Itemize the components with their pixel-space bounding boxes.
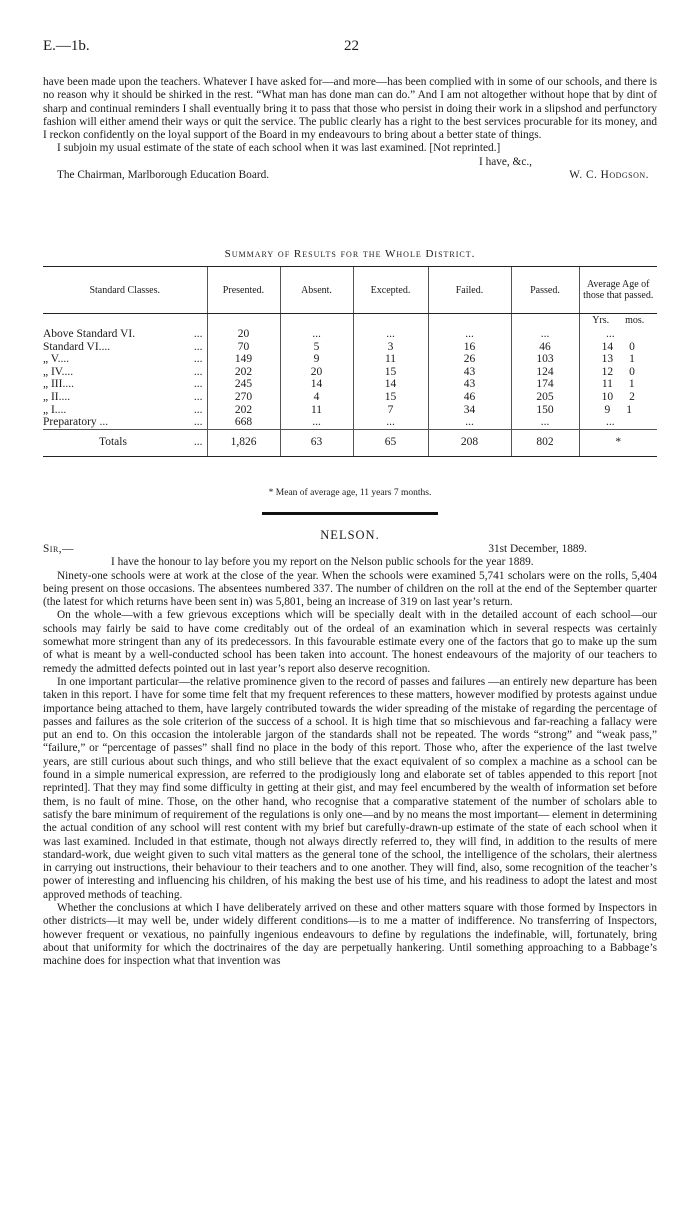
column-header-average-age: Average Age of those that passed. — [579, 267, 657, 314]
report-paragraph: On the whole—with a few grievous exceptions which will be specially dealt with in the detailed account of each school—our schools may fairly be said to have come creditably out of the ordeal of an examination which in several respects was certainly somewhat more stringent than any of its predecessors. In this favourable estimate every one of the factors that go to make up the sum of what is meant by a well-conducted school has been taken into account. The honest endeavours of the majority of our teachers to remedy the admitted defects pointed out in last year’s report also deserve recognition. — [43, 609, 657, 675]
column-header-excepted: Excepted. — [353, 267, 428, 314]
total-failed: 208 — [428, 429, 511, 456]
section-heading: NELSON. — [320, 528, 380, 542]
table-row — [43, 416, 657, 429]
cell-passed: 46 — [511, 341, 579, 354]
row-leader: ... — [193, 390, 203, 403]
salutation: Sir,— — [43, 543, 74, 555]
totals-row — [43, 429, 657, 456]
cell-failed: 43 — [428, 378, 511, 391]
intro-paragraph-1: have been made upon the teachers. Whatever I have asked for—and more—has been complied with in some of our schools, and there is no reason why it should be shirked in the rest. “What man has done man can do.” And I am not altogether without hope that by dint of sharp and continual reminders I shall eventually bring it to pass that those who persist in doing their work in a slipshod and perfunctory fashion will either amend their ways or quit the service. The public clearly has a right to the best services procurable for its money, and I reckon confidently on the loyal support of the Board in my endeavours to bring about a better state of things. — [43, 76, 658, 142]
cell-absent: 9 — [280, 353, 353, 366]
document-reference: E.—1b. — [43, 38, 90, 54]
cell-failed: 46 — [428, 391, 511, 404]
intro-section — [43, 76, 657, 182]
cell-years: 9 — [604, 403, 611, 416]
cell-excepted: 14 — [353, 378, 428, 391]
row-label: Standard VI.... — [43, 340, 111, 353]
cell-years: 11 — [601, 378, 613, 391]
row-label: „ III.... — [43, 378, 74, 391]
years-unit: Yrs. — [592, 314, 610, 326]
cell-failed: 43 — [428, 366, 511, 379]
row-leader: ... — [193, 340, 203, 353]
cell-presented: 20 — [207, 328, 280, 341]
table-row — [43, 378, 657, 391]
cell-excepted: ... — [353, 328, 428, 341]
cell-absent: 14 — [280, 378, 353, 391]
row-leader: ... — [193, 328, 203, 340]
signature-line — [43, 169, 657, 182]
row-label: „ V.... — [43, 353, 70, 366]
closing-line — [43, 156, 657, 169]
page-header — [43, 38, 660, 58]
row-leader: ... — [193, 403, 203, 416]
age-units-row — [43, 314, 657, 329]
report-paragraph: I have the honour to lay before you my report on the Nelson public schools for the year 1889. — [111, 556, 534, 569]
cell-months: 1 — [626, 403, 632, 416]
cell-failed: 26 — [428, 353, 511, 366]
column-header-presented: Presented. — [207, 267, 280, 314]
cell-presented: 245 — [207, 378, 280, 391]
cell-failed: 16 — [428, 341, 511, 354]
total-presented: 1,826 — [207, 429, 280, 456]
cell-presented: 202 — [207, 366, 280, 379]
cell-years: 10 — [601, 390, 614, 403]
cell-passed: 205 — [511, 391, 579, 404]
cell-presented: 70 — [207, 341, 280, 354]
intro-paragraph-2: I subjoin my usual estimate of the state of each school when it was last examined. [Not reprinted.] — [57, 142, 501, 155]
row-leader: ... — [193, 378, 203, 391]
cell-failed: ... — [428, 416, 511, 429]
table-row — [43, 366, 657, 379]
cell-absent: 11 — [280, 404, 353, 417]
cell-excepted: 11 — [353, 353, 428, 366]
cell-absent: ... — [280, 328, 353, 341]
cell-months: 0 — [629, 365, 635, 378]
column-header-failed: Failed. — [428, 267, 511, 314]
cell-presented: 149 — [207, 353, 280, 366]
summary-title: Summary of Results for the Whole District. — [224, 248, 476, 260]
cell-months: 0 — [629, 340, 635, 353]
cell-excepted: 3 — [353, 341, 428, 354]
addressee: The Chairman, Marlborough Education Board. — [57, 169, 270, 182]
cell-passed: ... — [511, 328, 579, 341]
cell-months: 2 — [629, 390, 635, 403]
cell-years: ... — [605, 328, 615, 340]
column-header-passed: Passed. — [511, 267, 579, 314]
cell-excepted: ... — [353, 416, 428, 429]
cell-excepted: 15 — [353, 391, 428, 404]
column-header-absent: Absent. — [280, 267, 353, 314]
cell-presented: 202 — [207, 404, 280, 417]
cell-absent: 4 — [280, 391, 353, 404]
nelson-report — [43, 543, 657, 969]
total-absent: 63 — [280, 429, 353, 456]
total-passed: 802 — [511, 429, 579, 456]
row-label: „ IV.... — [43, 365, 74, 378]
cell-passed: ... — [511, 416, 579, 429]
summary-table — [43, 266, 657, 457]
table-row — [43, 341, 657, 354]
row-leader: ... — [193, 416, 203, 429]
table-row — [43, 391, 657, 404]
cell-failed: 34 — [428, 404, 511, 417]
report-paragraph: Ninety-one schools were at work at the close of the year. When the schools were examined 5,741 scholars were on the rolls, 5,404 being present on those occasions. The absentees numbered 337. The number of children on the roll at the end of the September quarter (the latest for which returns have been sent in) was 5,801, being an increase of 319 on last year’s return. — [43, 569, 657, 609]
table-footnote: * Mean of average age, 11 years 7 months. — [268, 488, 432, 498]
salutation-line — [43, 543, 657, 556]
totals-label: Totals — [99, 436, 127, 449]
cell-excepted: 7 — [353, 404, 428, 417]
cell-passed: 103 — [511, 353, 579, 366]
table-row — [43, 328, 657, 341]
report-paragraph: Whether the conclusions at which I have deliberately arrived on these and other matters square with those formed by Inspectors in other districts—it may well be, under widely different conditions—is to me a matter of indifference. No transferring of Inspectors, however frequent or vexatious, no painfully ingenious endeavours to define by regulations the indefinable, will, fortunately, bring about that uniformity for which the doctrinaires of the day are perpetually hankering. Until something approaching to a Babbage’s machine does for inspection what that invention was — [43, 902, 657, 968]
cell-presented: 270 — [207, 391, 280, 404]
page-number: 22 — [344, 38, 359, 54]
row-label: „ I.... — [43, 403, 67, 416]
signature: W. C. Hodgson. — [569, 169, 649, 182]
row-label: Above Standard VI. — [43, 328, 136, 340]
cell-years: 14 — [601, 340, 614, 353]
row-label: „ II.... — [43, 390, 71, 403]
cell-absent: 20 — [280, 366, 353, 379]
row-label: Preparatory ... — [43, 416, 109, 429]
cell-absent: 5 — [280, 341, 353, 354]
report-date: 31st December, 1889. — [488, 543, 587, 555]
cell-failed: ... — [428, 328, 511, 341]
report-paragraph: In one important particular—the relative prominence given to the record of passes and failures —an entirely new departure has been taken in this report. I have for some time felt that my frequent references to these matters, however modified by protests against undue importance being attached to them, have largely contributed towards the wider spreading of the mistake of regarding the percentage of passes and failures as the sole criterion of the success of a school. It is high time that so mischievous and far-reaching a fallacy were put an end to. On this occasion the intolerable jargon of the standards shall not be repeated. The words “strong” and “weak pass,” “failure,” or “percentage of passes” shall find no place in the body of this report. Those who, after the experience of the last twelve years, are still curious about such things, and who still believe that the exact equivalent of so complex a machine as a school can be found in a simple numerical expression, are referred to the prodigiously long and elaborate set of tables appended to this report [not reprinted]. That they may find some difficulty in getting at their gist, and may feel encumbered by the wealth of information set before them, is no fault of mine. Those, on the other hand, who recognise that a comparative statement of the number of scholars able to satisfy the bare minimum of requirement of the regulations is only one—and by no means the most important— element in determining the actual condition of any school will rest content with my brief but carefully-drawn-up estimate of the state of each school when it was last examined. Included in that estimate, though not always directly referred to, they will find, in addition to the results of mere standard-work, due weight given to such vital matters as the general tone of the school, the intelligence of the scholars, their alertness in carrying out instructions, their behaviour to their teachers and to one another. They will find, also, some recognition of the teacher’s power of interesting and influencing his children, of his making the best use of his time, and his readiness to adopt the latest and most approved methods of teaching. — [43, 675, 657, 901]
table-row — [43, 404, 657, 417]
column-header-standard: Standard Classes. — [43, 267, 207, 314]
cell-presented: 668 — [207, 416, 280, 429]
table-row — [43, 353, 657, 366]
section-divider — [262, 512, 438, 515]
total-age: * — [579, 429, 657, 456]
total-excepted: 65 — [353, 429, 428, 456]
cell-excepted: 15 — [353, 366, 428, 379]
row-leader: ... — [193, 353, 203, 366]
cell-years: 12 — [601, 365, 614, 378]
cell-years: ... — [605, 416, 615, 429]
row-leader: ... — [193, 436, 203, 449]
cell-years: 13 — [601, 353, 614, 366]
cell-passed: 150 — [511, 404, 579, 417]
cell-passed: 174 — [511, 378, 579, 391]
table-header-row — [43, 267, 657, 314]
cell-absent: ... — [280, 416, 353, 429]
row-leader: ... — [193, 365, 203, 378]
cell-months: 1 — [629, 353, 635, 366]
months-unit: mos. — [625, 314, 645, 326]
cell-months: 1 — [628, 378, 635, 391]
cell-passed: 124 — [511, 366, 579, 379]
closing-phrase: I have, &c., — [478, 155, 532, 168]
